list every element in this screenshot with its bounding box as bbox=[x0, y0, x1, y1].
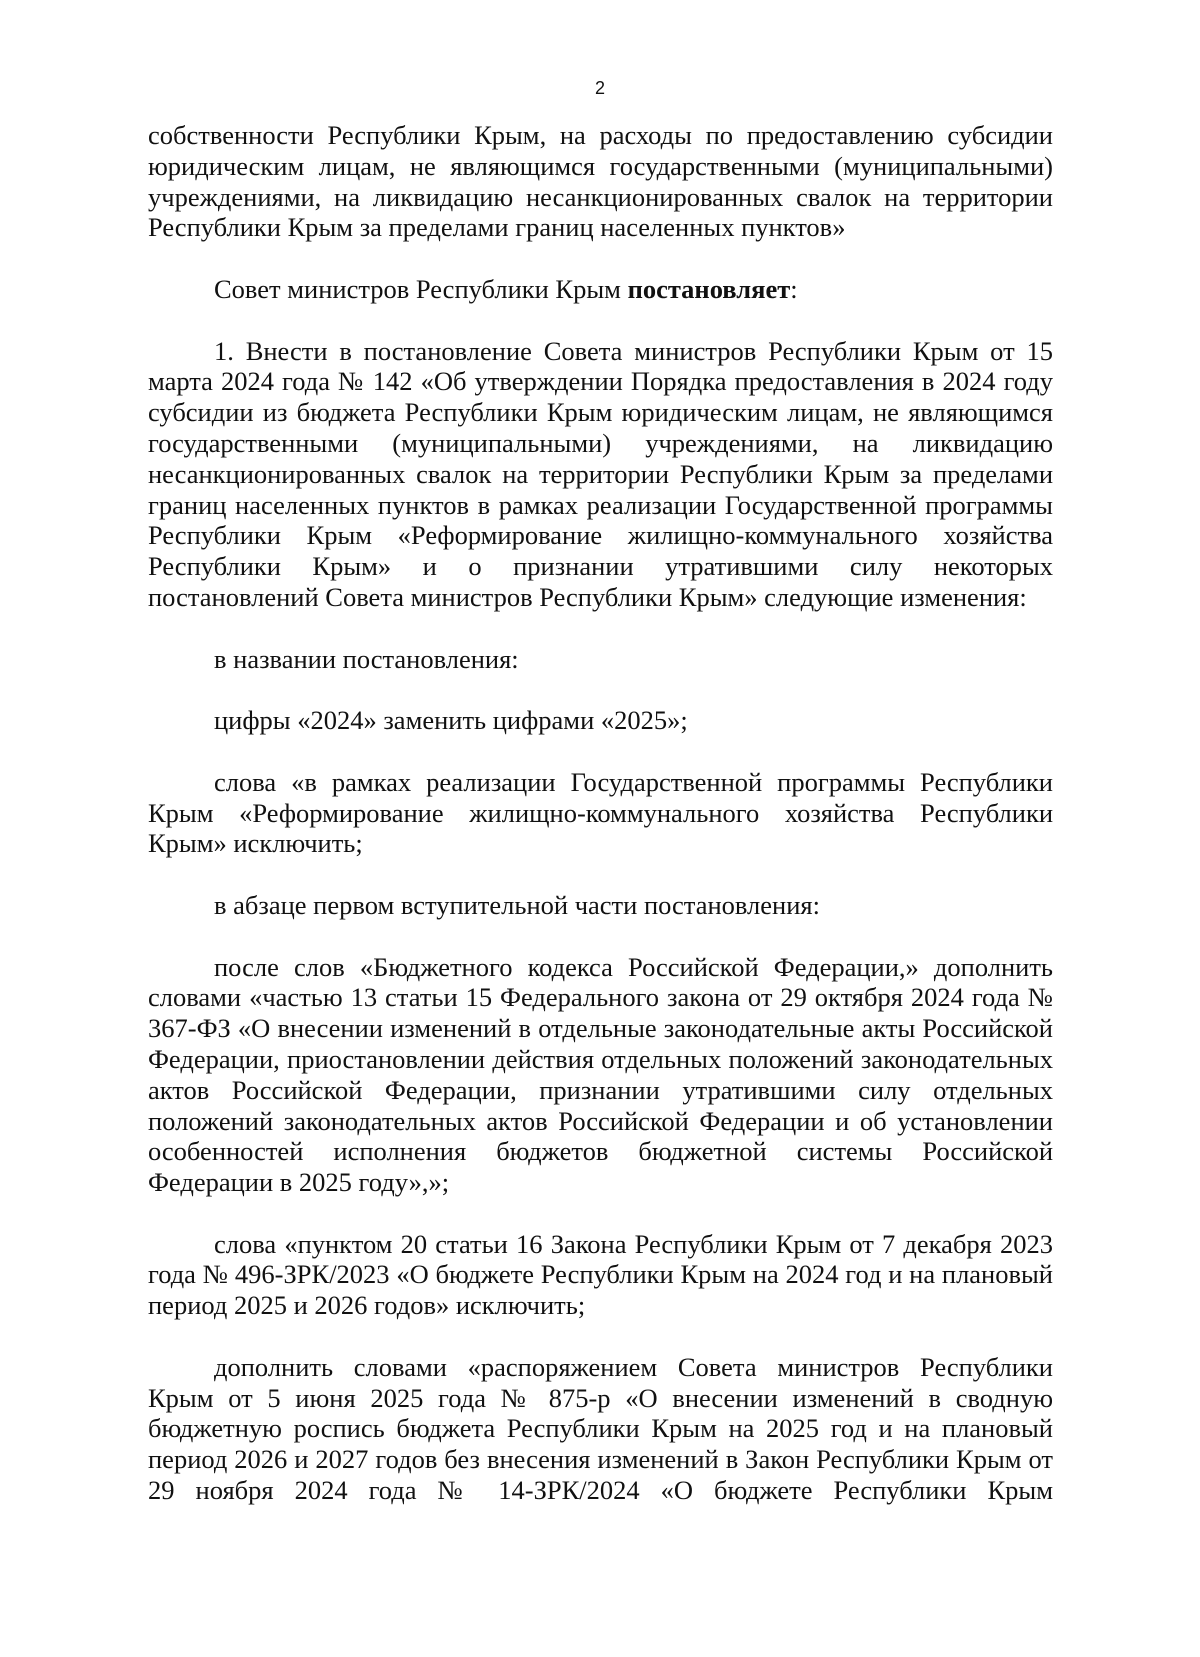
resolution-keyword: постановляет bbox=[627, 273, 791, 304]
paragraph-law-reference-exclude: слова «пунктом 20 статьи 16 Закона Республики Крым от 7 декабря 2023 года № 496-ЗРК/2023 «О бюджете Республики Крым на 2024 год и на плановый период 2025 и 2026 годов» исключить; bbox=[148, 1228, 1053, 1321]
paragraph-budget-code-addition: после слов «Бюджетного кодекса Российской Федерации,» дополнить словами «частью 13 статьи 15 Федерального закона от 29 октября 2024 года № 367-ФЗ «О внесении изменений в отдельные законодательные акты Российской Федерации, приостановлении действия отдельных положений законодательных актов Российской Федерации, признании утратившими силу отдельных положений законодательных актов Российской Федерации и об установлении особенностей исполнения бюджетов бюджетной системы Российской Федерации в 2025 году»,»; bbox=[148, 951, 1053, 1198]
paragraph-digits-change: цифры «2024» заменить цифрами «2025»; bbox=[214, 705, 688, 736]
paragraph-intro-change: в абзаце первом вступительной части постановления: bbox=[214, 889, 820, 920]
paragraph-words-exclude: слова «в рамках реализации Государственной программы Республики Крым «Реформирование жилищно-коммунального хозяйства Республики Крым» исключить; bbox=[148, 766, 1053, 859]
paragraph-item-1: 1. Внести в постановление Совета министров Республики Крым от 15 марта 2024 года № 142 «Об утверждении Порядка предоставления в 2024 году субсидии из бюджета Республики Крым юридическим лицам, не являющимся государственными (муниципальными) учреждениями, на ликвидацию несанкционированных свалок на территории Республики Крым за пределами границ населенных пунктов в рамках реализации Государственной программы Республики Крым «Реформирование жилищно-коммунального хозяйства Республики Крым» и о признании утратившими силу некоторых постановлений Совета министров Республики Крым» следующие изменения: bbox=[148, 335, 1053, 612]
paragraph-title-continuation: собственности Республики Крым, на расходы по предоставлению субсидии юридическим лицам, не являющимся государственными (муниципальными) учреждениями, на ликвидацию несанкционированных свалок на территории Республики Крым за пределами границ населенных пунктов» bbox=[148, 120, 1053, 243]
resolution-intro-text: Совет министров Республики Крым bbox=[214, 273, 628, 304]
paragraph-order-addition: дополнить словами «распоряжением Совета министров Республики Крым от 5 июня 2025 года № 875-р «О внесении изменений в сводную бюджетную роспись бюджета Республики Крым на 2025 год и на плановый период 2026 и 2027 годов без внесения изменений в Закон Республики Крым от 29 ноября 2024 года № 14-ЗРК/2024 «О бюджете Республики Крым bbox=[148, 1351, 1053, 1506]
document-body bbox=[148, 120, 1053, 1506]
paragraph-title-change: в названии постановления: bbox=[214, 643, 519, 674]
paragraph-resolution-intro bbox=[148, 274, 1053, 305]
resolution-colon: : bbox=[790, 273, 798, 304]
page-number: 2 bbox=[594, 78, 605, 98]
